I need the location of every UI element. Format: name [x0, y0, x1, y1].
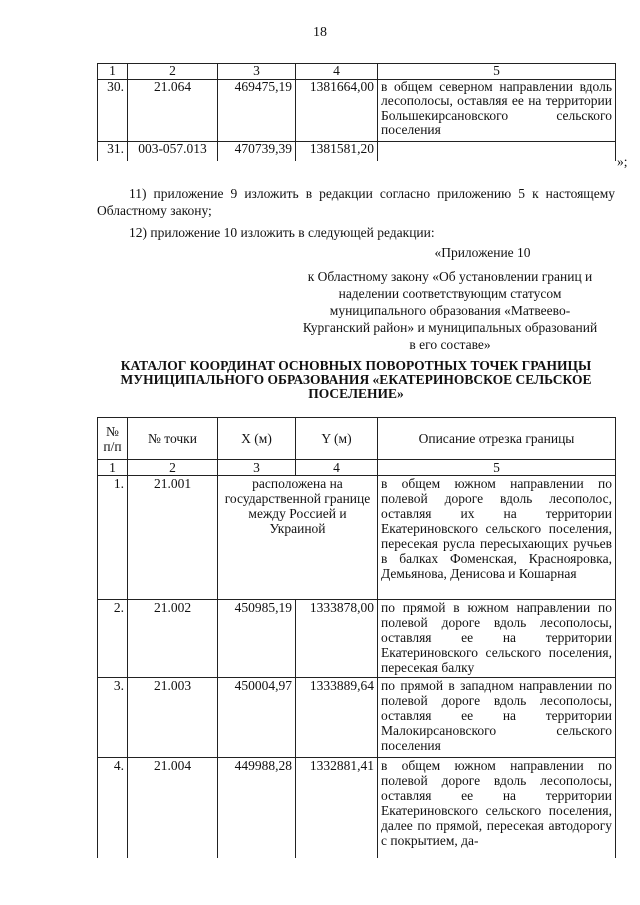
appendix-title: «Приложение 10 [434, 245, 531, 260]
index-cell: 2 [128, 460, 218, 476]
table-row [98, 476, 616, 600]
closing-quote: »; [617, 154, 628, 169]
segment-description [378, 141, 616, 161]
paragraph-12: 12) приложение 10 изложить в следующей редакции: [129, 225, 435, 240]
table-row [98, 600, 616, 678]
table-index-row [98, 460, 616, 476]
x-coordinate: 450985,19 [218, 600, 296, 678]
index-cell: 1 [98, 460, 128, 476]
point-number: 21.002 [128, 600, 218, 678]
continuation-table [97, 63, 616, 161]
point-number: 21.003 [128, 678, 218, 758]
table-header-row [98, 418, 616, 460]
row-number: 1. [98, 476, 128, 600]
x-coordinate: 450004,97 [218, 678, 296, 758]
header-y: Y (м) [296, 418, 378, 460]
coordinates-table [97, 417, 616, 858]
y-coordinate: 1333878,00 [296, 600, 378, 678]
row-number: 3. [98, 678, 128, 758]
header-x: X (м) [218, 418, 296, 460]
segment-description: в общем южном направлении по полевой дороге вдоль лесополос, оставляя их на территории Екатериновского сельского поселения, пересекая русла пересыхающих ручьев в балках Фоменская, Краснояровка, Демьянова, Денисова и Кошарная [378, 476, 616, 600]
appendix-caption: к Областному закону «Об установлении границ и наделении соответствующим статусом муниципального образования «Матвеево-Курганский район» и муниципальных образований в его составе» [302, 269, 598, 352]
header-cell: 3 [218, 64, 296, 80]
header-cell: 2 [128, 64, 218, 80]
catalog-title: КАТАЛОГ КООРДИНАТ ОСНОВНЫХ ПОВОРОТНЫХ ТОЧЕК ГРАНИЦЫ МУНИЦИПАЛЬНОГО ОБРАЗОВАНИЯ «ЕКАТЕРИНОВСКОЕ СЕЛЬСКОЕ ПОСЕЛЕНИЕ» [120, 358, 592, 401]
segment-description: в общем южном направлении по полевой дороге вдоль лесополосы, оставляя ее на территории Екатериновского сельского поселения, далее по прямой, пересекая автодорогу с покрытием, да- [378, 758, 616, 858]
point-number: 003-057.013 [128, 141, 218, 161]
point-number: 21.001 [128, 476, 218, 600]
y-coordinate: 1333889,64 [296, 678, 378, 758]
table-header-row [98, 64, 616, 80]
paragraph-11: 11) приложение 9 изложить в редакции согласно приложению 5 к настоящему Областному закону; [97, 186, 615, 218]
x-coordinate: 470739,39 [218, 141, 296, 161]
header-num: № п/п [98, 418, 128, 460]
header-cell: 4 [296, 64, 378, 80]
segment-description: по прямой в западном направлении по полевой дороге вдоль лесополосы, оставляя ее на территории Малокирсановского сельского поселения [378, 678, 616, 758]
table-row [98, 758, 616, 858]
index-cell: 4 [296, 460, 378, 476]
row-number: 2. [98, 600, 128, 678]
x-coordinate: 469475,19 [218, 79, 296, 141]
row-number: 31. [98, 141, 128, 161]
segment-description: по прямой в южном направлении по полевой дороге вдоль лесополосы, оставляя ее на территории Екатериновского сельского поселения, пересекая балку [378, 600, 616, 678]
index-cell: 5 [378, 460, 616, 476]
y-coordinate: 1381664,00 [296, 79, 378, 141]
y-coordinate: 1332881,41 [296, 758, 378, 858]
point-number: 21.004 [128, 758, 218, 858]
index-cell: 3 [218, 460, 296, 476]
row-number: 30. [98, 79, 128, 141]
segment-description: в общем северном направлении вдоль лесополосы, оставляя ее на территории Большекирсановского сельского поселения [378, 79, 616, 141]
header-cell: 5 [378, 64, 616, 80]
x-coordinate: 449988,28 [218, 758, 296, 858]
table-row [98, 141, 616, 161]
table-row [98, 79, 616, 141]
table-row [98, 678, 616, 758]
point-number: 21.064 [128, 79, 218, 141]
page-number: 18 [313, 25, 327, 40]
coordinates-note: расположена на государственной границе между Россией и Украиной [218, 476, 378, 600]
row-number: 4. [98, 758, 128, 858]
y-coordinate: 1381581,20 [296, 141, 378, 161]
header-point: № точки [128, 418, 218, 460]
header-desc: Описание отрезка границы [378, 418, 616, 460]
header-cell: 1 [98, 64, 128, 80]
